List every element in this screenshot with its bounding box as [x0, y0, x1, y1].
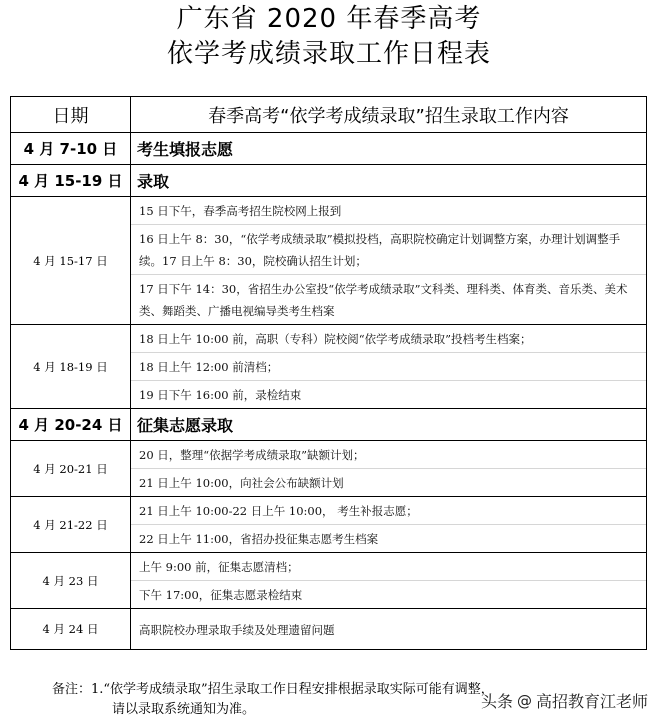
detail-date: 4 月 20-21 日 — [11, 441, 131, 497]
detail-row — [11, 441, 647, 497]
detail-line: 15 日下午，春季高考招生院校网上报到 — [139, 204, 342, 218]
detail-line: 20 日，整理“依据学考成绩录取”缺额计划； — [139, 448, 365, 462]
phase-name: 录取 — [131, 165, 647, 197]
detail-row — [11, 197, 647, 325]
phase-row — [11, 165, 647, 197]
header-content: 春季高考“依学考成绩录取”招生录取工作内容 — [131, 97, 647, 133]
detail-date: 4 月 21-22 日 — [11, 497, 131, 553]
detail-date: 4 月 18-19 日 — [11, 325, 131, 409]
phase-row — [11, 133, 647, 165]
watermark-at: @ — [516, 691, 532, 710]
detail-line: 16 日上午 8：30，“依学考成绩录取”模拟投档，高职院校确定计划调整方案，办理计划调整手续。17 日上午 8：30，院校确认招生计划； — [131, 224, 646, 274]
phase-date: 4 月 7-10 日 — [11, 133, 131, 165]
footnote-line1: 备注：1.“依学考成绩录取”招生录取工作日程安排根据录取实际可能有调整， — [52, 682, 494, 697]
detail-row — [11, 609, 647, 650]
watermark — [481, 689, 648, 712]
footnote-line2: 请以录取系统通知为准。 — [112, 702, 256, 717]
page-title-line1: 广东省 2020 年春季高考 — [176, 4, 482, 34]
watermark-prefix: 头条 — [480, 692, 513, 711]
header-date: 日期 — [11, 97, 131, 133]
detail-date: 4 月 24 日 — [11, 609, 131, 650]
phase-row — [11, 409, 647, 441]
detail-content — [131, 609, 647, 650]
phase-name: 考生填报志愿 — [131, 133, 647, 165]
page-title-line2: 依学考成绩录取工作日程表 — [166, 39, 491, 69]
detail-date: 4 月 15-17 日 — [11, 197, 131, 325]
detail-line: 21 日上午 10:00-22 日上午 10:00， 考生补报志愿； — [139, 504, 418, 518]
detail-line: 18 日上午 10:00 前，高职（专科）院校阅“依学考成绩录取”投档考生档案； — [139, 332, 532, 346]
phase-date: 4 月 15-19 日 — [11, 165, 131, 197]
detail-line: 19 日下午 16:00 前，录检结束 — [131, 380, 646, 408]
detail-content — [131, 325, 647, 409]
detail-content — [131, 441, 647, 497]
watermark-name: 高招教育江老师 — [535, 692, 648, 711]
phase-name: 征集志愿录取 — [131, 409, 647, 441]
detail-line: 下午 17:00，征集志愿录检结束 — [131, 580, 646, 608]
detail-content — [131, 553, 647, 609]
detail-line: 18 日上午 12:00 前清档； — [131, 352, 646, 380]
detail-row — [11, 553, 647, 609]
detail-date: 4 月 23 日 — [11, 553, 131, 609]
detail-content — [131, 197, 647, 325]
table-header-row — [11, 97, 647, 133]
detail-content — [131, 497, 647, 553]
detail-row — [11, 497, 647, 553]
phase-date: 4 月 20-24 日 — [11, 409, 131, 441]
detail-line: 高职院校办理录取手续及处理遗留问题 — [139, 622, 335, 637]
detail-line: 22 日上午 11:00，省招办投征集志愿考生档案 — [131, 524, 646, 552]
schedule-table — [10, 96, 647, 650]
detail-line: 上午 9:00 前，征集志愿清档； — [139, 560, 299, 574]
detail-row — [11, 325, 647, 409]
detail-line: 17 日下午 14：30，省招生办公室投“依学考成绩录取”文科类、理科类、体育类、音乐类、美术类、舞蹈类、广播电视编导类考生档案 — [131, 274, 646, 324]
detail-line: 21 日上午 10:00，向社会公布缺额计划 — [131, 468, 646, 496]
